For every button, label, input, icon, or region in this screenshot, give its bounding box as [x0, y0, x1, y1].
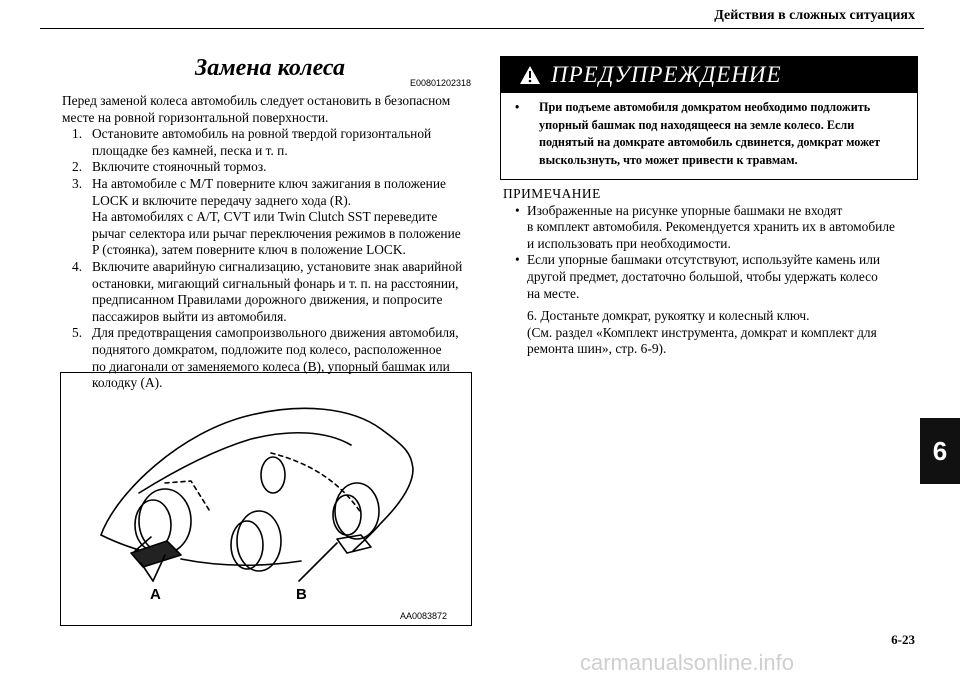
step-line: На автомобиле с M/T поверните ключ зажигания в положение [92, 175, 446, 191]
step-line: На автомобилях с A/T, CVT или Twin Clutch SST переведите [92, 209, 438, 225]
warning-line: выскользнуть, что может привести к травмам. [539, 152, 798, 167]
step-line: пассажиров выйти из автомобиля. [92, 308, 287, 324]
note-line: на месте. [527, 285, 580, 301]
step-number: 5. [72, 325, 83, 341]
note-bullet: • [515, 252, 520, 268]
note-line: и использовать при необходимости. [527, 235, 731, 251]
note-line: Если упорные башмаки отсутствуют, используйте камень или [527, 252, 881, 268]
step-item [62, 176, 474, 259]
warning-line: При подъеме автомобиля домкратом необходимо подложить [539, 100, 871, 114]
warning-body [501, 93, 917, 169]
step-number: 2. [72, 159, 83, 175]
figure-label-a: A [150, 586, 161, 603]
warning-line: поднятый на домкрате автомобиль сдвинется, домкрат может [539, 135, 881, 149]
intro-line: Перед заменой колеса автомобиль следует остановить в безопасном [62, 93, 451, 108]
section-code: E00801202318 [410, 78, 472, 88]
step-item [62, 126, 474, 159]
step-number: 1. [72, 126, 83, 142]
intro-paragraph [62, 93, 474, 126]
figure-code: AA0083872 [400, 611, 448, 621]
car-chock-figure [60, 372, 472, 626]
warning-line: упорный башмак под находящееся на земле колесо. Если [539, 117, 855, 132]
step-line: Остановите автомобиль на ровной твердой горизонтальной [92, 126, 432, 142]
step-line: LOCK и включите передачу заднего хода (R). [92, 192, 352, 208]
step-line: рычаг селектора или рычаг переключения режимов в положение [92, 225, 461, 241]
warning-header [501, 57, 917, 93]
note-bullet: • [515, 202, 520, 218]
figure-label-b: B [296, 586, 307, 603]
step-line: по диагонали от заменяемого колеса (B), упорный башмак или [92, 358, 450, 374]
page-number: 6-23 [891, 632, 915, 647]
header-rule [40, 28, 924, 29]
note-line: в комплект автомобиля. Рекомендуется хранить их в автомобиле [527, 219, 895, 235]
step-line: колодку (A). [92, 375, 163, 391]
step-line: Для предотвращения самопроизвольного движения автомобиля, [92, 325, 459, 341]
step-6 [503, 308, 918, 358]
step-line: площадке без камней, песка и т. п. [92, 142, 288, 158]
step-line: остановки, мигающий сигнальный фонарь и т. п. на расстоянии, [92, 275, 459, 291]
left-column [62, 93, 474, 392]
step-number: 3. [72, 175, 83, 191]
watermark: carmanualsonline.info [580, 650, 795, 675]
step6-line: 6. Достаньте домкрат, рукоятку и колесный ключ. [527, 308, 810, 323]
step-line: Включите стояночный тормоз. [92, 159, 267, 175]
step6-line: (См. раздел «Комплект инструмента, домкрат и комплект для [527, 324, 877, 340]
warning-bullet: • [515, 100, 520, 114]
step-line: поднятого домкратом, подложите под колесо, расположенное [92, 341, 442, 357]
note-item [503, 252, 918, 302]
running-header: Действия в сложных ситуациях [714, 8, 915, 23]
section-title: Замена колеса [195, 55, 345, 81]
steps-list [62, 126, 474, 392]
warning-box [500, 56, 918, 180]
step-line: Включите аварийную сигнализацию, установите знак аварийной [92, 258, 463, 274]
warning-triangle-icon [519, 65, 541, 85]
step6-line: ремонта шин», стр. 6-9). [527, 341, 667, 357]
car-illustration [61, 373, 471, 625]
note-item [503, 203, 918, 253]
step-item [62, 159, 474, 176]
note-label: ПРИМЕЧАНИЕ [503, 186, 601, 201]
chapter-tab: 6 [920, 418, 960, 484]
step-number: 4. [72, 258, 83, 274]
warning-heading: ПРЕДУПРЕЖДЕНИЕ [551, 62, 782, 87]
intro-line: месте на ровной горизонтальной поверхности. [62, 109, 329, 125]
step-item [62, 259, 474, 325]
step-line: предписанном Правилами дорожного движения, и попросите [92, 292, 443, 308]
note-block [503, 186, 918, 302]
step-line: P (стоянка), затем поверните ключ в положение LOCK. [92, 242, 406, 258]
note-line: Изображенные на рисунке упорные башмаки не входят [527, 202, 843, 218]
note-line: другой предмет, достаточно большой, чтобы удержать колесо [527, 268, 878, 284]
